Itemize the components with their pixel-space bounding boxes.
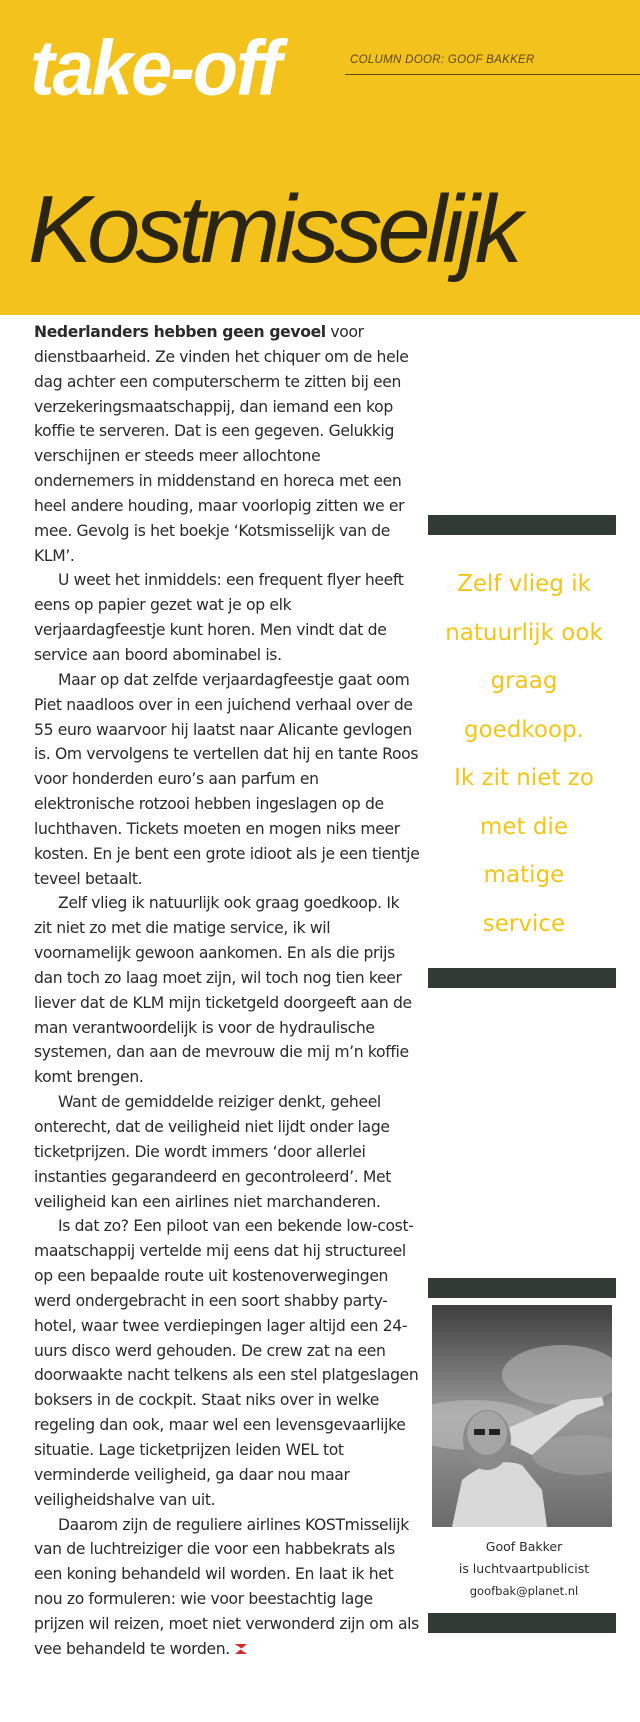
pullquote-line: graag: [490, 668, 558, 694]
author-name: Goof Bakker: [485, 1539, 563, 1554]
paragraph-4: Zelf vlieg ik natuurlijk ook graag goedkoop. Ik zit niet zo met die matige service, ik wil voornamelijk gewoon aankomen. En als die prijs dan toch zo laag moet zijn, wil toch nog tien keer liever dat de KLM mijn ticketgeld doorgeeft aan de man verantwoordelijk is voor de hydraulische systemen, dan aan de mevrouw die mij m’n koffie komt brengen.: [34, 894, 412, 1087]
paragraph-7-text: Daarom zijn de reguliere airlines KOSTmisselijk van de luchtreiziger die voor een habbekrats als een koning behandeld wil worden. En laat ik het nou zo formuleren: wie voor beestachtig lage prijzen wil reizen, moet niet verwonderd zijn om als vee behandeld te worden.: [34, 1515, 419, 1658]
author-email: goofbak@planet.nl: [469, 1584, 579, 1598]
paragraph-6: Is dat zo? Een piloot van een bekende low-cost-maatschappij vertelde mij eens dat hij structureel op een bepaalde route uit kostenoverwegingen werd ondergebracht in een soort shabby party-hotel, waar twee verdiepingen lager altijd een 24-uurs disco werd gehouden. De crew zat na een doorwaakte nacht telkens als een stel platgeslagen boksers in de cockpit. Staat niks over in welke regeling dan ook, maar wel een levensgevaarlijke situatie. Lage ticketprijzen leiden WEL tot verminderde veiligheid, ga daar nou maar veiligheidshalve van uit.: [34, 1217, 419, 1509]
pullquote-line: goedkoop.: [464, 716, 584, 743]
pullquote-top-bar: [428, 515, 616, 535]
pullquote-bottom-bar: [428, 968, 616, 988]
author-photo: [432, 1305, 612, 1527]
pull-quote: [424, 560, 624, 948]
byline-rule: [345, 74, 640, 75]
author-role: is luchtvaartpublicist: [458, 1561, 590, 1576]
pullquote-line: natuurlijk ook: [445, 619, 603, 646]
article-body: [34, 320, 420, 1662]
paragraph-2: U weet het inmiddels: een frequent flyer heeft eens op papier gezet wat je op elk verjaardagfeestje kunt horen. Men vindt dat de service aan boord abominabel is.: [34, 571, 404, 664]
column-brand: take-off: [30, 23, 280, 112]
pullquote-line: Zelf vlieg ik: [457, 571, 591, 597]
pullquote-line: met die: [479, 813, 569, 840]
paragraph-7: [34, 1513, 420, 1662]
paragraph-5: Want de gemiddelde reiziger denkt, geheel onterecht, dat de veiligheid niet lijdt onder lage ticketprijzen. Die wordt immers ‘door allerlei instanties gegarandeerd en gecontroleerd’. Met veiligheid kan een airlines niet marchanderen.: [34, 1093, 392, 1211]
paragraph-1-text: voor dienstbaarheid. Ze vinden het chiquer om de hele dag achter een computerscherm te zitten bij een verzekeringsmaatschappij, dan iemand een kop koffie te serveren. Dat is een gegeven. Gelukkig verschijnen er steeds meer allochtone ondernemers in middenstand en horeca met een heel andere houding, maar voorlopig zitten we er mee. Gevolg is het boekje ‘Kotsmisselijk van de KLM’.: [34, 323, 409, 565]
pullquote-line: Ik zit niet zo: [454, 765, 594, 791]
author-bottom-bar: [428, 1613, 616, 1633]
end-mark-icon: [234, 1643, 248, 1655]
paragraph-1: [34, 320, 420, 568]
lead-in: Nederlanders hebben geen gevoel: [34, 323, 326, 341]
article-headline: Kostmisselijk: [28, 176, 518, 283]
pullquote-line: service: [482, 910, 566, 937]
paragraph-3: Maar op dat zelfde verjaardagfeestje gaat oom Piet naadloos over in een juichend verhaal over de 55 euro waarvoor hij laatst naar Alicante gevlogen is. Om vervolgens te vertellen dat hij en tante Roos voor honderden euro’s aan parfum en elektronische rotzooi hebben ingeslagen op de luchthaven. Tickets moeten en mogen niks meer kosten. En je bent een grote idioot als je een tientje teveel betaalt.: [34, 670, 420, 888]
author-top-bar: [428, 1278, 616, 1298]
column-header: [0, 0, 640, 315]
column-byline: COLUMN DOOR: GOOF BAKKER: [350, 54, 535, 66]
pullquote-line: matige: [483, 862, 565, 888]
author-photo-illustration: [432, 1305, 612, 1527]
